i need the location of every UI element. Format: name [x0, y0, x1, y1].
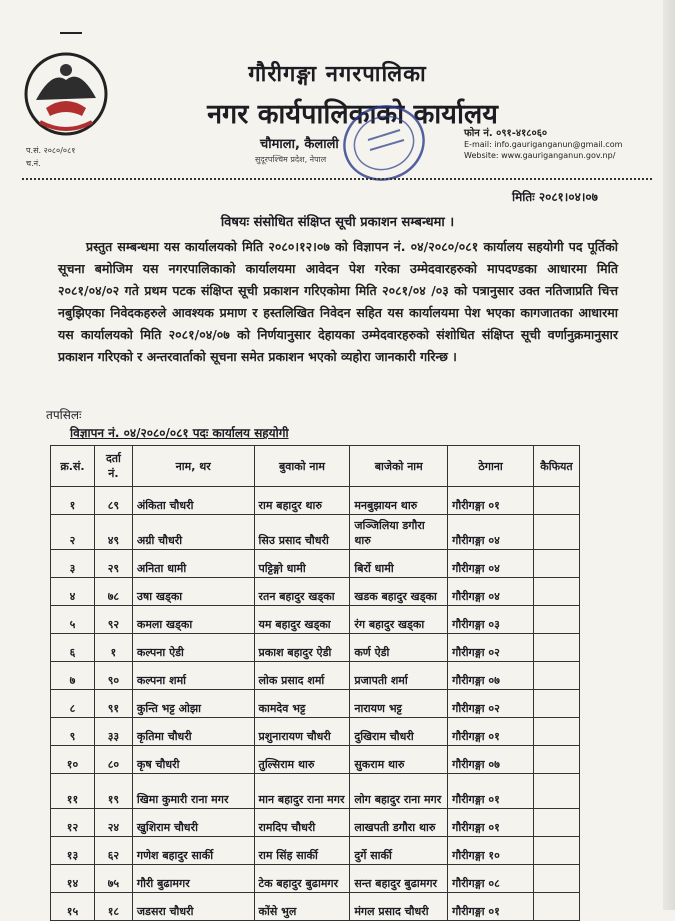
cell-name: अनिता धामी — [132, 550, 254, 578]
cell-father: सिउ प्रसाद चौधरी — [254, 515, 350, 550]
cell-address: गौरीगङ्गा ०३ — [448, 606, 534, 634]
pen-mark — [60, 32, 82, 34]
cell-father: टेक बहादुर बुढामगर — [254, 865, 350, 893]
letter-date: मितिः २०८१।०४।०७ — [512, 190, 598, 204]
cell-sn: १४ — [51, 865, 95, 893]
cell-reg: ७८ — [94, 578, 132, 606]
table-row — [51, 837, 580, 865]
header-divider — [22, 178, 652, 180]
cell-sn: ११ — [51, 774, 95, 809]
cell-sn: ५ — [51, 606, 95, 634]
cell-father: रतन बहादुर खड्का — [254, 578, 350, 606]
table-row — [51, 746, 580, 774]
cell-address: गौरीगङ्गा ०४ — [448, 550, 534, 578]
cell-address: गौरीगङ्गा ०१ — [448, 774, 534, 809]
cell-sn: ७ — [51, 662, 95, 690]
cell-address: गौरीगङ्गा १० — [448, 837, 534, 865]
letter-body: प्रस्तुत सम्बन्धमा यस कार्यालयको मिति २०८०।१२।०७ को विज्ञापन नं. ०४/२०८०/०८१ कार्यालय सहयोगी पद पूर्तिको सूचना बमोजिम यस नगरपालिकाको कार्यालयमा आवेदन पेश गरेका उम्मेदवारहरुको मापदण्डका आधारमा मिति २०८१/०४/०२ गते प्रथम पटक संक्षिप्त सूची प्रकाशन गरिएकोमा मिति २०८१/०४ /०३ को पत्रानुसार उक्त नतिजाप्रति चित्त नबुझिएका निवेदकहरुले आवश्यक प्रमाण र हस्तलिखित निवेदन सहित यस कार्यालयमा पेश भएका कागजातका आधारमा यस कार्यालयको मिति २०८१/०४/०७ को निर्णयानुसार देहायका उम्मेदवारहरुको संशोधित संक्षिप्त सूची वर्णानुक्रमानुसार प्रकाशन गरिएको र अन्तरवार्ताको सूचना समेत प्रकाशन भएको व्यहोरा जानकारी गरिन्छ । — [58, 239, 618, 364]
phone-number: फोन नं. ०९१-४१८०६० — [464, 128, 548, 139]
cell-reg: १ — [94, 634, 132, 662]
cell-grandfather: दुखिराम चौधरी — [350, 718, 448, 746]
cell-sn: १५ — [51, 893, 95, 921]
table-row — [51, 606, 580, 634]
column-header: कैफियत — [533, 446, 579, 487]
cell-reg: ३३ — [94, 718, 132, 746]
cell-sn: ६ — [51, 634, 95, 662]
cell-grandfather: सन्त बहादुर बुढामगर — [350, 865, 448, 893]
office-stamp-icon — [338, 100, 430, 186]
contact-block — [464, 128, 622, 161]
cell-remark — [533, 865, 579, 893]
cell-reg: ७५ — [94, 865, 132, 893]
reference-number: प.सं. २०८०/०८१ — [26, 146, 76, 155]
cell-sn: ३ — [51, 550, 95, 578]
cell-sn: ८ — [51, 690, 95, 718]
cell-name: कमला खड्का — [132, 606, 254, 634]
cell-name: कल्पना ऐडी — [132, 634, 254, 662]
cell-father: राम सिंह सार्की — [254, 837, 350, 865]
cell-name: उषा खड्का — [132, 578, 254, 606]
table-row — [51, 809, 580, 837]
column-header: नाम, थर — [132, 446, 254, 487]
table-row — [51, 774, 580, 809]
cell-remark — [533, 550, 579, 578]
column-header: बाजेको नाम — [350, 446, 448, 487]
cell-father: रामदिप चौधरी — [254, 809, 350, 837]
cell-father: कामदेव भट्ट — [254, 690, 350, 718]
table-row — [51, 578, 580, 606]
shortlist-table — [50, 445, 580, 921]
cell-father: प्रकाश बहादुर ऐडी — [254, 634, 350, 662]
website-address: Website: www.gauriganganun.gov.np/ — [464, 151, 616, 160]
cell-remark — [533, 837, 579, 865]
cell-reg: ९० — [94, 662, 132, 690]
municipality-name: गौरीगङ्गा नगरपालिका — [248, 62, 427, 87]
cell-reg: २९ — [94, 550, 132, 578]
cell-address: गौरीगङ्गा ०२ — [448, 634, 534, 662]
cell-address: गौरीगङ्गा ०८ — [448, 865, 534, 893]
cell-grandfather: सुकराम थारु — [350, 746, 448, 774]
cell-name: गौरी बुढामगर — [132, 865, 254, 893]
cell-name: खिमा कुमारी राना मगर — [132, 774, 254, 809]
cell-father: तुल्सिराम थारु — [254, 746, 350, 774]
cell-address: गौरीगङ्गा ०१ — [448, 718, 534, 746]
cell-grandfather: बिर्रो धामी — [350, 550, 448, 578]
cell-father: यम बहादुर खड्का — [254, 606, 350, 634]
cell-reg: १८ — [94, 893, 132, 921]
cell-grandfather: नारायण भट्ट — [350, 690, 448, 718]
table-row — [51, 662, 580, 690]
cell-name: अग्री चौधरी — [132, 515, 254, 550]
table-row — [51, 550, 580, 578]
column-header: दर्ता नं. — [94, 446, 132, 487]
cell-reg: ४९ — [94, 515, 132, 550]
office-location: चौमाला, कैलाली — [260, 137, 339, 152]
table-row — [51, 893, 580, 921]
cell-remark — [533, 578, 579, 606]
cell-remark — [533, 634, 579, 662]
cell-grandfather: लाखपती डगौरा थारु — [350, 809, 448, 837]
cell-address: गौरीगङ्गा ०१ — [448, 809, 534, 837]
cell-grandfather: कर्ण ऐडी — [350, 634, 448, 662]
cell-name: कल्पना शर्मा — [132, 662, 254, 690]
cell-name: कृतिमा चौधरी — [132, 718, 254, 746]
cell-remark — [533, 774, 579, 809]
cell-remark — [533, 690, 579, 718]
cell-reg: ८९ — [94, 487, 132, 515]
table-row — [51, 865, 580, 893]
cell-father: लोक प्रसाद शर्मा — [254, 662, 350, 690]
table-row — [51, 515, 580, 550]
table-row — [51, 718, 580, 746]
dispatch-number: च.नं. — [26, 159, 41, 168]
cell-name: गणेश बहादुर सार्की — [132, 837, 254, 865]
cell-reg: ६२ — [94, 837, 132, 865]
page-fold-shadow — [663, 0, 675, 910]
cell-sn: २ — [51, 515, 95, 550]
cell-father: पट्टिङ्गो धामी — [254, 550, 350, 578]
reference-numbers — [26, 144, 75, 170]
cell-father: राम बहादुर थारु — [254, 487, 350, 515]
cell-grandfather: मंगल प्रसाद चौधरी — [350, 893, 448, 921]
table-header-row — [51, 446, 580, 487]
cell-name: खुशिराम चौधरी — [132, 809, 254, 837]
cell-address: गौरीगङ्गा ०२ — [448, 690, 534, 718]
cell-reg: १९ — [94, 774, 132, 809]
email-address: E-mail: info.gauriganganun@gmail.com — [464, 140, 623, 149]
cell-address: गौरीगङ्गा ०१ — [448, 893, 534, 921]
cell-sn: ९ — [51, 718, 95, 746]
cell-remark — [533, 893, 579, 921]
cell-address: गौरीगङ्गा ०१ — [448, 487, 534, 515]
cell-reg: २४ — [94, 809, 132, 837]
cell-remark — [533, 487, 579, 515]
table-row — [51, 487, 580, 515]
cell-remark — [533, 809, 579, 837]
cell-sn: १३ — [51, 837, 95, 865]
cell-sn: १२ — [51, 809, 95, 837]
province-name: सुदूरपश्चिम प्रदेश, नेपाल — [255, 155, 327, 164]
cell-sn: १ — [51, 487, 95, 515]
column-header: बुवाको नाम — [254, 446, 350, 487]
cell-address: गौरीगङ्गा ०७ — [448, 662, 534, 690]
cell-grandfather: रंग बहादुर खड्का — [350, 606, 448, 634]
cell-reg: ९१ — [94, 690, 132, 718]
cell-address: गौरीगङ्गा ०४ — [448, 578, 534, 606]
cell-grandfather: खडक बहादुर खड्का — [350, 578, 448, 606]
cell-address: गौरीगङ्गा ०४ — [448, 515, 534, 550]
advertisement-line: विज्ञापन नं. ०४/२०८०/०८१ पदः कार्यालय सहयोगी — [70, 426, 289, 440]
cell-sn: १० — [51, 746, 95, 774]
cell-name: कृष चौधरी — [132, 746, 254, 774]
cell-remark — [533, 515, 579, 550]
cell-address: गौरीगङ्गा ०७ — [448, 746, 534, 774]
cell-remark — [533, 606, 579, 634]
cell-remark — [533, 662, 579, 690]
cell-sn: ४ — [51, 578, 95, 606]
cell-name: कुन्ति भट्ट ओझा — [132, 690, 254, 718]
cell-name: अंकिता चौधरी — [132, 487, 254, 515]
cell-father: प्रशुनारायण चौधरी — [254, 718, 350, 746]
cell-remark — [533, 746, 579, 774]
cell-father: मान बहादुर राना मगर — [254, 774, 350, 809]
table-row — [51, 634, 580, 662]
cell-grandfather: मनबुझायन थारु — [350, 487, 448, 515]
column-header: ठेगाना — [448, 446, 534, 487]
cell-grandfather: प्रजापती शर्मा — [350, 662, 448, 690]
cell-grandfather: लोग बहादुर राना मगर — [350, 774, 448, 809]
cell-name: जडसरा चौधरी — [132, 893, 254, 921]
cell-remark — [533, 718, 579, 746]
cell-grandfather: जञ्जिलिया डगौरा थारु — [350, 515, 448, 550]
cell-reg: ८० — [94, 746, 132, 774]
cell-grandfather: दुर्गे सार्की — [350, 837, 448, 865]
cell-reg: ९२ — [94, 606, 132, 634]
details-label: तपसिलः — [46, 408, 82, 422]
cell-father: कोंसे भुल — [254, 893, 350, 921]
column-header: क्र.सं. — [51, 446, 95, 487]
table-row — [51, 690, 580, 718]
letter-subject: विषयः संसोधित संक्षिप्त सूची प्रकाशन सम्बन्धमा । — [220, 215, 455, 230]
office-name: नगर कार्यपालिकाको कार्यालय — [207, 99, 498, 130]
